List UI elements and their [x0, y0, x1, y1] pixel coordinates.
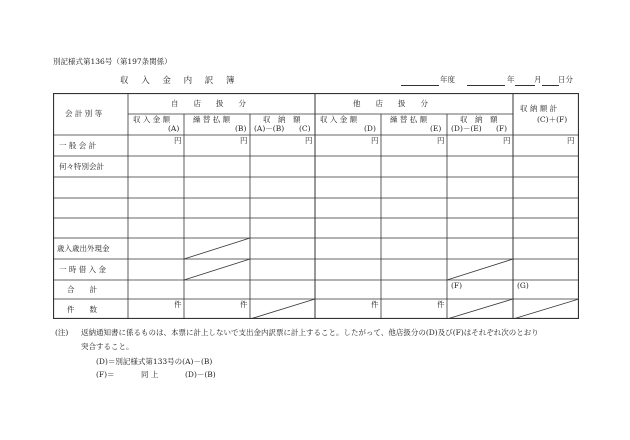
note-line-1: 返納通知書に係るものは、本票に計上しないで支出金内訳票に計上すること。したがって、他店扱分の(D)及び(F)はそれぞれ次のとおり [81, 328, 539, 337]
own-income-amount-header: 収 入 金 額 [133, 115, 171, 124]
ken-mark: 件 [437, 300, 445, 309]
note-label: (注) [55, 328, 69, 337]
mark-b: (B) [235, 124, 247, 133]
own-receipt-amount-header: 収 納 額 [263, 115, 301, 124]
ken-mark: 件 [240, 300, 248, 309]
mark-f: (F) [496, 124, 508, 133]
mark-d-minus-e: (D)－(E) [451, 124, 482, 133]
date-field [401, 74, 571, 86]
year-blank [467, 85, 505, 86]
ken-mark: 件 [371, 300, 379, 309]
row-count: 件 数 [67, 305, 97, 314]
total-receipts-formula: (C)＋(F) [537, 115, 568, 124]
mark-a: (A) [168, 124, 180, 133]
fiscal-year-label: 年度 [440, 75, 455, 84]
mark-d: (D) [364, 124, 376, 133]
other-receipt-amount-header: 収 納 額 [460, 115, 498, 124]
yen-mark: 円 [567, 136, 575, 145]
row-total: 合 計 [67, 285, 97, 294]
note-line-2: 突合すること。 [81, 342, 134, 351]
day-label: 日分 [558, 75, 573, 84]
form-number: 別記様式第136号（第197条関係） [53, 57, 172, 66]
yen-mark: 円 [371, 136, 379, 145]
ken-mark: 件 [174, 300, 182, 309]
row-temporary-loan: 一 時 借 入 金 [59, 265, 107, 274]
row-special-account: 何々特別会計 [59, 162, 104, 171]
year-label: 年 [507, 75, 515, 84]
row-extra-budget-cash: 歳入歳出外現金 [57, 244, 110, 253]
mark-e: (E) [430, 124, 442, 133]
yen-mark: 円 [240, 136, 248, 145]
note-line-4-left: (F)＝ [96, 370, 115, 379]
month-blank [515, 85, 535, 86]
mark-c: (C) [299, 124, 311, 133]
yen-mark: 円 [305, 136, 313, 145]
account-header: 会 計 別 等 [65, 109, 103, 118]
total-mark-f: (F) [451, 281, 463, 290]
day-blank [542, 85, 559, 86]
other-store-header: 他 店 扱 分 [353, 99, 428, 108]
yen-mark: 円 [503, 136, 511, 145]
other-transfer-amount-header: 繰 替 払 額 [390, 115, 428, 124]
note-line-4-mid: 同 上 [141, 370, 159, 379]
yen-mark: 円 [437, 136, 445, 145]
mark-a-minus-b: (A)－(B) [254, 124, 285, 133]
note-line-4-right: (D)－(B) [185, 370, 216, 379]
fiscal-year-blank [401, 85, 439, 86]
own-store-header: 自 店 扱 分 [171, 99, 246, 108]
note-line-3: (D)＝別記様式第133号の(A)－(B) [96, 357, 213, 366]
total-receipts-header: 収 納 額 計 [520, 104, 558, 113]
row-general-account: 一 般 会 計 [59, 141, 97, 150]
yen-mark: 円 [174, 136, 182, 145]
month-label: 月 [534, 75, 542, 84]
ledger-title: 収 入 金 内 訳 簿 [120, 76, 240, 86]
other-income-amount-header: 収 入 金 額 [320, 115, 358, 124]
total-mark-g: (G) [517, 281, 529, 290]
receipt-ledger-table [53, 93, 579, 319]
own-transfer-amount-header: 繰 替 払 額 [193, 115, 231, 124]
